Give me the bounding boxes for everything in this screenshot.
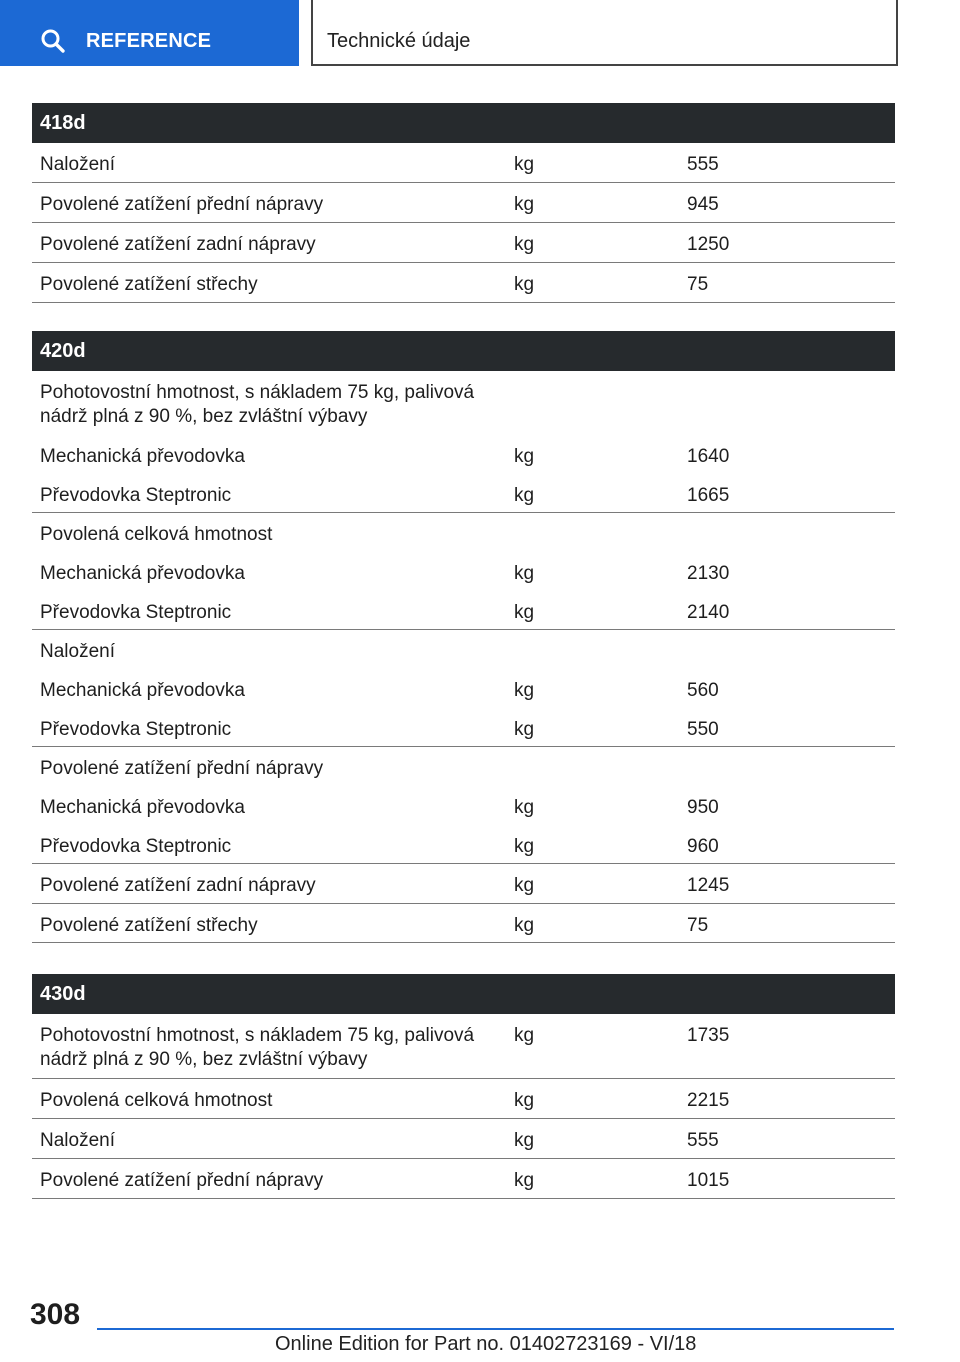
row-label: Převodovka Steptronic [40, 719, 232, 740]
footer-divider [97, 1328, 894, 1330]
row-label: Povolené zatížení přední nápravy [40, 1170, 324, 1191]
row-label: Povolené zatížení střechy [40, 915, 258, 936]
table-row [32, 263, 895, 303]
table-row [32, 474, 895, 513]
row-label: Mechanická převodovka [40, 680, 245, 701]
row-label: Pohotovostní hmotnost, s nákladem 75 kg, palivová nádrž plná z 90 %, bez zvláštní výbavy [40, 382, 475, 427]
row-value: 950 [687, 797, 719, 818]
row-unit: kg [514, 1025, 535, 1046]
table-header: 418d [32, 103, 895, 143]
table-header: 430d [32, 974, 895, 1014]
row-label: Naložení [40, 641, 115, 662]
row-label: Povolené zatížení přední nápravy [40, 194, 324, 215]
table-row [32, 904, 895, 943]
row-value: 945 [687, 194, 719, 215]
row-unit: kg [514, 154, 535, 175]
row-value: 1735 [687, 1025, 730, 1046]
row-unit: kg [514, 1130, 535, 1151]
search-icon [40, 28, 66, 54]
section-title-box [311, 0, 898, 66]
row-label: Převodovka Steptronic [40, 602, 232, 623]
row-label: Pohotovostní hmotnost, s nákladem 75 kg, palivová nádrž plná z 90 %, bez zvláštní výbavy [40, 1025, 475, 1070]
row-value: 1665 [687, 485, 730, 506]
table-row [32, 669, 895, 708]
row-label: Povolená celková hmotnost [40, 1090, 273, 1111]
row-value: 1250 [687, 234, 730, 255]
edition-text: Online Edition for Part no. 01402723169 - VI/18 [275, 1333, 697, 1355]
table-row [32, 143, 895, 183]
table-row [32, 630, 895, 669]
reference-label: REFERENCE [86, 30, 212, 52]
row-unit: kg [514, 1090, 535, 1111]
spec-table-420d [32, 331, 895, 943]
row-unit: kg [514, 1170, 535, 1191]
reference-tab[interactable] [0, 0, 299, 66]
row-unit: kg [514, 719, 535, 740]
row-value: 2215 [687, 1090, 730, 1111]
table-row [32, 1159, 895, 1199]
section-title: Technické údaje [327, 30, 471, 52]
row-label: Převodovka Steptronic [40, 836, 232, 857]
row-label: Povolená celková hmotnost [40, 524, 273, 545]
table-row [32, 708, 895, 747]
row-unit: kg [514, 446, 535, 467]
row-value: 75 [687, 915, 709, 936]
table-row [32, 786, 895, 825]
row-unit: kg [514, 797, 535, 818]
table-row [32, 747, 895, 786]
table-header: 420d [32, 331, 895, 371]
row-unit: kg [514, 563, 535, 584]
row-unit: kg [514, 875, 535, 896]
table-row [32, 825, 895, 864]
row-label: Mechanická převodovka [40, 446, 245, 467]
table-row [32, 183, 895, 223]
row-value: 1640 [687, 446, 730, 467]
page-number: 308 [30, 1298, 81, 1331]
row-label: Povolené zatížení přední nápravy [40, 758, 324, 779]
table-row [32, 223, 895, 263]
row-label: Mechanická převodovka [40, 797, 245, 818]
row-value: 1015 [687, 1170, 730, 1191]
row-unit: kg [514, 485, 535, 506]
row-label: Povolené zatížení střechy [40, 274, 258, 295]
row-label: Naložení [40, 1130, 115, 1151]
row-unit: kg [514, 602, 535, 623]
table-row [32, 371, 895, 435]
row-unit: kg [514, 680, 535, 701]
row-value: 2130 [687, 563, 730, 584]
row-value: 560 [687, 680, 719, 701]
row-value: 555 [687, 1130, 719, 1151]
table-row [32, 1119, 895, 1159]
table-row [32, 864, 895, 904]
row-value: 75 [687, 274, 709, 295]
row-label: Převodovka Steptronic [40, 485, 232, 506]
row-value: 550 [687, 719, 719, 740]
row-value: 2140 [687, 602, 730, 623]
row-label: Povolené zatížení zadní nápravy [40, 875, 316, 896]
row-value: 960 [687, 836, 719, 857]
row-unit: kg [514, 836, 535, 857]
table-row [32, 591, 895, 630]
table-row [32, 513, 895, 552]
row-unit: kg [514, 234, 535, 255]
row-value: 1245 [687, 875, 730, 896]
table-row [32, 435, 895, 474]
spec-table-430d [32, 974, 895, 1199]
row-label: Mechanická převodovka [40, 563, 245, 584]
table-row [32, 1079, 895, 1119]
spec-table-418d [32, 103, 895, 303]
row-unit: kg [514, 915, 535, 936]
row-label: Naložení [40, 154, 115, 175]
table-row [32, 552, 895, 591]
row-unit: kg [514, 274, 535, 295]
table-row [32, 1014, 895, 1079]
row-label: Povolené zatížení zadní nápravy [40, 234, 316, 255]
row-value: 555 [687, 154, 719, 175]
row-unit: kg [514, 194, 535, 215]
